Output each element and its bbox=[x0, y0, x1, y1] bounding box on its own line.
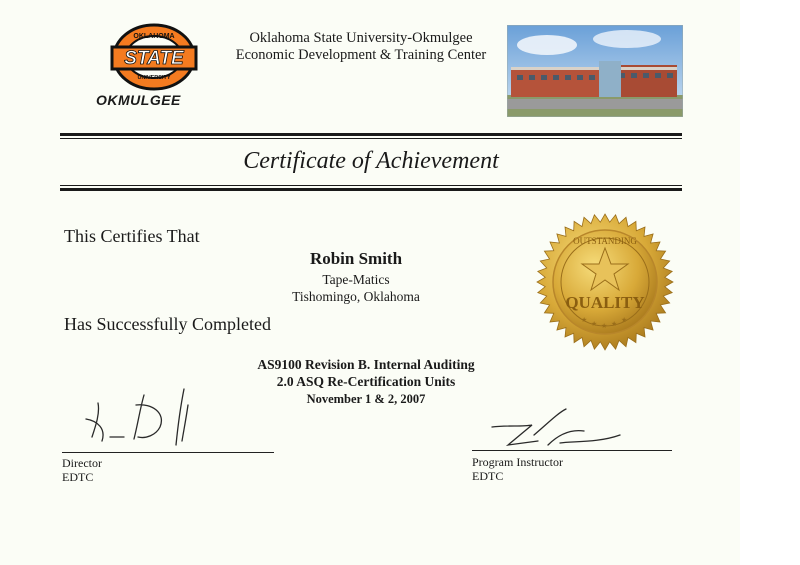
instructor-signature bbox=[488, 405, 628, 453]
recipient-name: Robin Smith bbox=[309, 249, 403, 268]
logo-state-text: STATE bbox=[124, 48, 184, 69]
bottom-rule-thin bbox=[60, 185, 682, 186]
gold-quality-seal bbox=[535, 212, 675, 352]
svg-text:★: ★ bbox=[601, 322, 608, 330]
instructor-signature-line bbox=[472, 450, 672, 451]
course-title: AS9100 Revision B. Internal Auditing bbox=[257, 357, 475, 372]
osu-okmulgee-logo bbox=[96, 22, 216, 112]
recipient-company: Tape-Matics bbox=[322, 272, 390, 287]
recipient-location: Tishomingo, Oklahoma bbox=[292, 289, 420, 304]
director-signature bbox=[80, 385, 210, 455]
instructor-role: Program Instructor bbox=[472, 455, 563, 469]
certificate-title: Certificate of Achievement bbox=[243, 148, 499, 174]
svg-text:★: ★ bbox=[611, 320, 618, 328]
instructor-org: EDTC bbox=[472, 469, 504, 483]
completed-label: Has Successfully Completed bbox=[64, 314, 271, 334]
svg-text:★: ★ bbox=[591, 320, 598, 328]
director-role: Director bbox=[62, 456, 102, 470]
certifies-label: This Certifies That bbox=[64, 226, 200, 246]
logo-subtitle: OKMULGEE bbox=[96, 92, 181, 108]
building-photo bbox=[507, 25, 683, 117]
bottom-rule bbox=[60, 188, 682, 191]
course-dates: November 1 & 2, 2007 bbox=[306, 392, 426, 406]
director-signature-line bbox=[62, 452, 274, 453]
organization-heading bbox=[216, 30, 506, 64]
seal-main-text: QUALITY bbox=[565, 293, 645, 312]
svg-text:★: ★ bbox=[621, 316, 628, 324]
org-line-2: Economic Development & Training Center bbox=[235, 47, 487, 63]
director-org: EDTC bbox=[62, 470, 94, 484]
top-rule bbox=[60, 133, 682, 136]
course-units: 2.0 ASQ Re-Certification Units bbox=[276, 374, 456, 389]
top-rule-thin bbox=[60, 138, 682, 139]
org-line-1: Oklahoma State University-Okmulgee bbox=[249, 30, 473, 46]
svg-text:★: ★ bbox=[581, 316, 588, 324]
osu-logo-icon bbox=[108, 22, 200, 92]
seal-top-text: OUTSTANDING bbox=[573, 236, 637, 246]
logo-arc-text: OKLAHOMA bbox=[133, 33, 175, 40]
logo-sub-text: UNIVERSITY bbox=[137, 75, 171, 81]
